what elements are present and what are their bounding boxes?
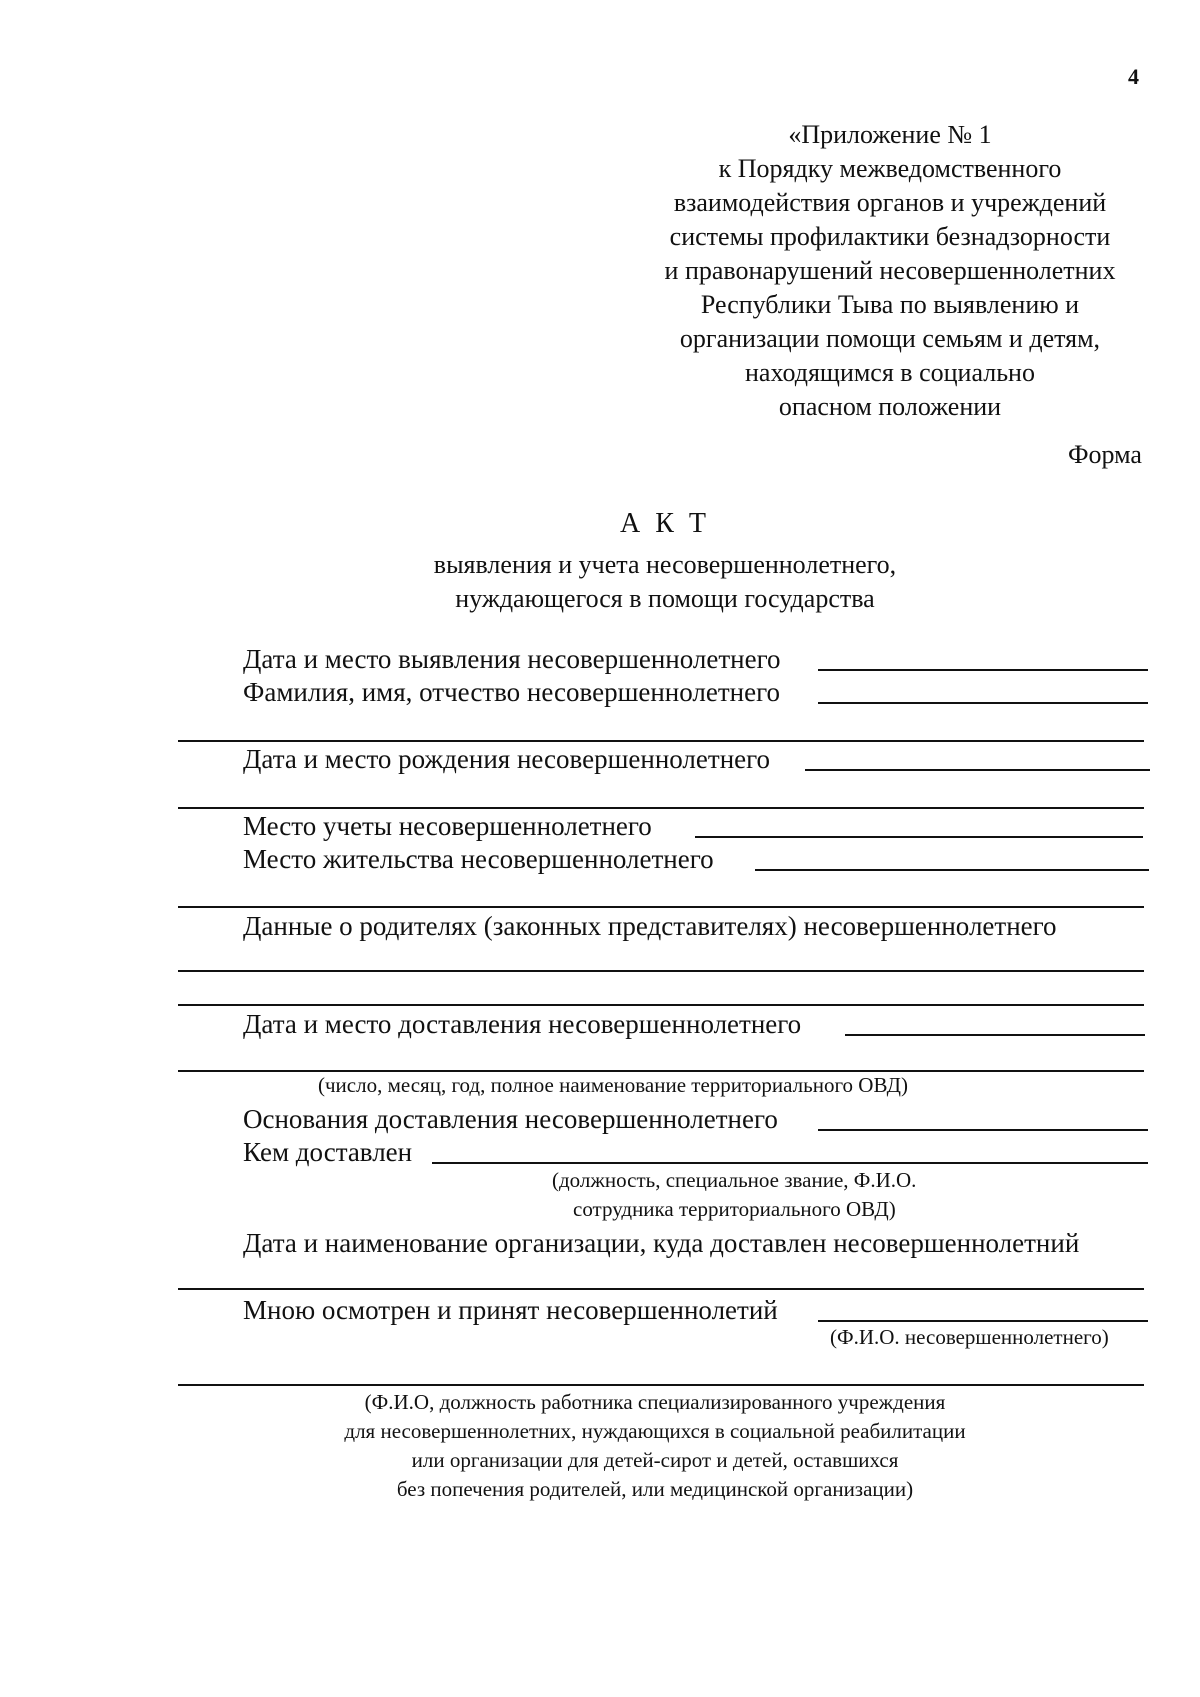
- residence-continuation-line[interactable]: [178, 906, 1144, 908]
- worker-note-line: без попечения родителей, или медицинской организации): [396, 1477, 914, 1501]
- field-label-delivered-by: Кем доставлен: [243, 1137, 413, 1167]
- worker-note-line: для несовершеннолетних, нуждающихся в социальной реабилитации: [344, 1419, 966, 1443]
- organization-input-line[interactable]: [178, 1288, 1144, 1290]
- delivered-by-note: сотрудника территориального ОВД): [573, 1197, 896, 1221]
- form-label: Форма: [1068, 440, 1142, 469]
- act-subtitle: нуждающегося в помощи государства: [455, 584, 875, 613]
- delivery-continuation-line[interactable]: [178, 1070, 1144, 1072]
- field-label-delivery: Дата и место доставления несовершеннолетнего: [243, 1009, 802, 1039]
- act-title: А К Т: [620, 508, 710, 539]
- accepted-note: (Ф.И.О. несовершеннолетнего): [830, 1325, 1109, 1349]
- accepted-input-line[interactable]: [818, 1320, 1148, 1322]
- appendix-line: взаимодействия органов и учреждений: [673, 188, 1107, 217]
- worker-input-line[interactable]: [178, 1384, 1144, 1386]
- worker-note-line: или организации для детей-сирот и детей, оставшихся: [411, 1448, 899, 1472]
- field-label-detection: Дата и место выявления несовершеннолетнего: [243, 644, 781, 674]
- appendix-line: и правонарушений несовершеннолетних: [664, 256, 1116, 285]
- worker-note-line: (Ф.И.О, должность работника специализированного учреждения: [364, 1390, 946, 1414]
- delivered-by-input-line[interactable]: [432, 1162, 1148, 1164]
- field-label-organization: Дата и наименование организации, куда доставлен несовершеннолетний: [243, 1228, 1080, 1258]
- delivery-note: (число, месяц, год, полное наименование территориального ОВД): [318, 1073, 908, 1097]
- field-label-delivery-grounds: Основания доставления несовершеннолетнего: [243, 1104, 778, 1134]
- field-label-registration: Место учеты несовершеннолетнего: [243, 811, 652, 841]
- worker-note: [170, 1388, 1140, 1504]
- birth-input-line[interactable]: [805, 769, 1150, 771]
- field-label-birth: Дата и место рождения несовершеннолетнего: [243, 744, 771, 774]
- parents-input-line-2[interactable]: [178, 1004, 1144, 1006]
- registration-input-line[interactable]: [695, 836, 1143, 838]
- act-subtitle: выявления и учета несовершеннолетнего,: [433, 550, 897, 579]
- field-label-parents: Данные о родителях (законных представителях) несовершеннолетнего: [243, 911, 1057, 941]
- field-label-accepted: Мною осмотрен и принят несовершеннолетий: [243, 1295, 778, 1325]
- appendix-header: [600, 118, 1180, 424]
- full-name-continuation-line[interactable]: [178, 740, 1144, 742]
- parents-input-line-1[interactable]: [178, 970, 1144, 972]
- page-number: 4: [1128, 64, 1139, 89]
- appendix-line: к Порядку межведомственного: [718, 154, 1062, 183]
- appendix-line: опасном положении: [778, 392, 1002, 421]
- birth-continuation-line[interactable]: [178, 807, 1144, 809]
- delivered-by-note: (должность, специальное звание, Ф.И.О.: [552, 1168, 917, 1192]
- appendix-line: Республики Тыва по выявлению и: [700, 290, 1080, 319]
- field-label-residence: Место жительства несовершеннолетнего: [243, 844, 714, 874]
- residence-input-line[interactable]: [755, 869, 1149, 871]
- full-name-input-line[interactable]: [818, 702, 1148, 704]
- appendix-line: находящимся в социально: [745, 358, 1035, 387]
- delivery-input-line[interactable]: [845, 1034, 1145, 1036]
- appendix-line: организации помощи семьям и детям,: [679, 324, 1101, 353]
- appendix-line: системы профилактики безнадзорности: [669, 222, 1111, 251]
- appendix-line: «Приложение № 1: [788, 120, 992, 149]
- field-label-full-name: Фамилия, имя, отчество несовершеннолетнего: [243, 677, 780, 707]
- detection-input-line[interactable]: [818, 669, 1148, 671]
- delivery-grounds-input-line[interactable]: [818, 1129, 1148, 1131]
